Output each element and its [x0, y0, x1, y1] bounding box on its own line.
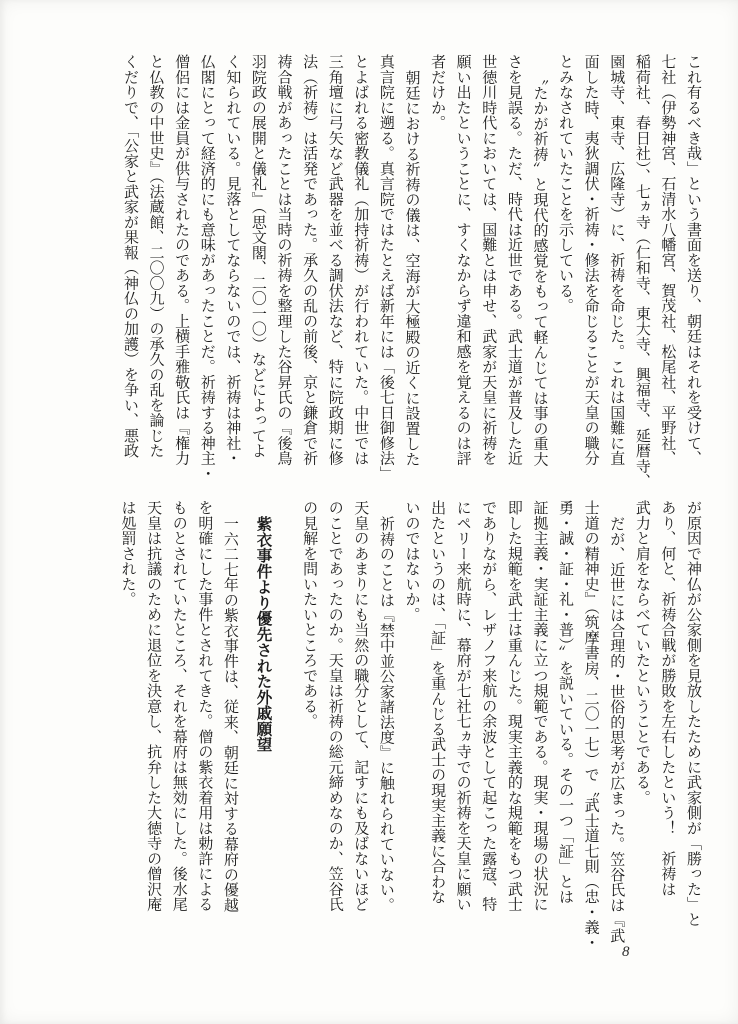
- text-block-top: [116, 54, 705, 498]
- text-column: あり、何と、祈祷合戦が勝敗を左右したという！ 祈祷は: [659, 500, 676, 897]
- text-column: は処罰された。: [119, 500, 136, 607]
- text-column: ものとされていたところ、それを幕府は無効にした。後水尾: [170, 500, 187, 912]
- text-column: とみなされていたことを示している。: [557, 54, 574, 314]
- text-column: 祈祷のことは『禁中並公家諸法度』に触れられていない。: [377, 516, 394, 913]
- text-column: 稲荷社、春日社）、七ヵ寺（仁和寺、東大寺、興福寺、延暦寺、: [633, 54, 650, 489]
- text-column: でありながら、レザノフ来航の余波として起こった露寇、特: [480, 500, 497, 912]
- text-column: 〝たかが祈祷〟と現代的感覚をもって軽んじては事の重大: [531, 70, 548, 467]
- text-column: 真言院に遡る。真言院ではたとえば新年には「後七日御修法」: [377, 54, 394, 481]
- text-column: 証拠主義・実証主義に立つ規範である。現実・現場の状況に: [531, 500, 548, 912]
- text-column: 面した時、夷狄調伏・祈祷・修法を命じることが天皇の職分: [582, 54, 599, 466]
- text-column: 者だけか。: [429, 54, 446, 131]
- text-column: とよばれる密教儀礼（加持祈祷）が行われていた。中世では: [352, 54, 369, 466]
- text-column: 勇・誠・証・礼・普）〟を説いている。その一つ「証」とは: [557, 500, 574, 905]
- text-column: 三角壇に弓矢など武器を並べる調伏法など、特に院政期に修: [326, 54, 343, 466]
- text-column: 出たというのは、「証」を重んじる武士の現実主義に合わな: [429, 500, 446, 905]
- text-column: だが、近世には合理的・世俗的思考が広まった。笠谷氏は『武: [608, 516, 625, 943]
- text-column: のことであったのか。天皇は祈祷の総元締めなのか、笠谷氏: [326, 500, 343, 912]
- text-column: の見解を問いたいところである。: [301, 500, 318, 729]
- text-column: 即した規範を武士は重んじた。現実主義的な規範をもつ武士: [505, 500, 522, 912]
- text-block-bottom: [114, 500, 705, 966]
- section-heading: 紫衣事件より優先された外戚願望: [254, 516, 272, 753]
- text-column: を明確にした事件とされてきた。僧の紫衣着用は勅許による: [196, 500, 213, 912]
- text-column: く知られている。見落としてならないのでは、祈祷は神社・: [224, 54, 241, 466]
- text-column: 法（祈祷）は活発であった。承久の乱の前後、京と鎌倉で祈: [301, 54, 318, 466]
- text-column: と仏教の中世史』（法蔵館、二〇〇九）の承久の乱を論じた: [147, 54, 164, 459]
- text-column: これ有るべき哉」という書面を送り、朝廷はそれを受けて、: [685, 54, 701, 466]
- text-column: 祷合戦があったことは当時の祈祷を整理した谷昇氏の『後鳥: [275, 54, 292, 466]
- text-column: 武力と肩をならべていたということである。: [633, 500, 650, 805]
- text-column: 一六二七年の紫衣事件は、従来、朝廷に対する幕府の優越: [221, 516, 238, 913]
- text-column: 世徳川時代においては、国難とは申せ、武家が天皇に祈祷を: [480, 54, 497, 466]
- text-column: 天皇は抗議のために退位を決意し、抗弁した大徳寺の僧沢庵: [145, 500, 162, 912]
- text-column: にペリー来航時に、幕府が七社七ヵ寺での祈祷を天皇に願い: [454, 500, 471, 912]
- text-column: 園城寺、東寺、広隆寺）に、祈祷を命じた。これは国難に直: [608, 54, 625, 466]
- text-column: 天皇のあまりにも当然の職分として、記すにも及ばないほど: [352, 500, 369, 912]
- text-column: 僧侶には金員が供与されたのである。上横手雅敬氏は『権力: [173, 54, 190, 466]
- text-column: いのではないか。: [403, 500, 420, 622]
- text-column: くだりで、「公家と武家が果報（神仏の加護）を争い、悪政: [121, 54, 138, 459]
- text-column: が原因で神仏が公家側を見放したために武家側が「勝った」と: [685, 500, 701, 927]
- text-column: 朝廷における祈祷の儀は、空海が大極殿の近くに設置した: [403, 70, 420, 467]
- text-column: 七社（伊勢神宮、石清水八幡宮、賀茂社、松尾社、平野社、: [659, 54, 676, 466]
- text-column: さを見誤る。ただ、時代は近世である。武士道が普及した近: [505, 54, 522, 466]
- text-column: 仏閣にとって経済的にも意味があったことだ。祈祷する神主・: [198, 54, 215, 481]
- text-column: 願い出たということに、すくなからず違和感を覚えるのは評: [454, 54, 471, 466]
- page-number: 8: [622, 944, 630, 960]
- text-column: 羽院政の展開と儀礼』（思文閣、二〇一〇）などによってよ: [249, 54, 266, 459]
- text-column: 士道の精神史』（筑摩書房、二〇一七）で〝武士道七則（忠・義・: [582, 500, 599, 950]
